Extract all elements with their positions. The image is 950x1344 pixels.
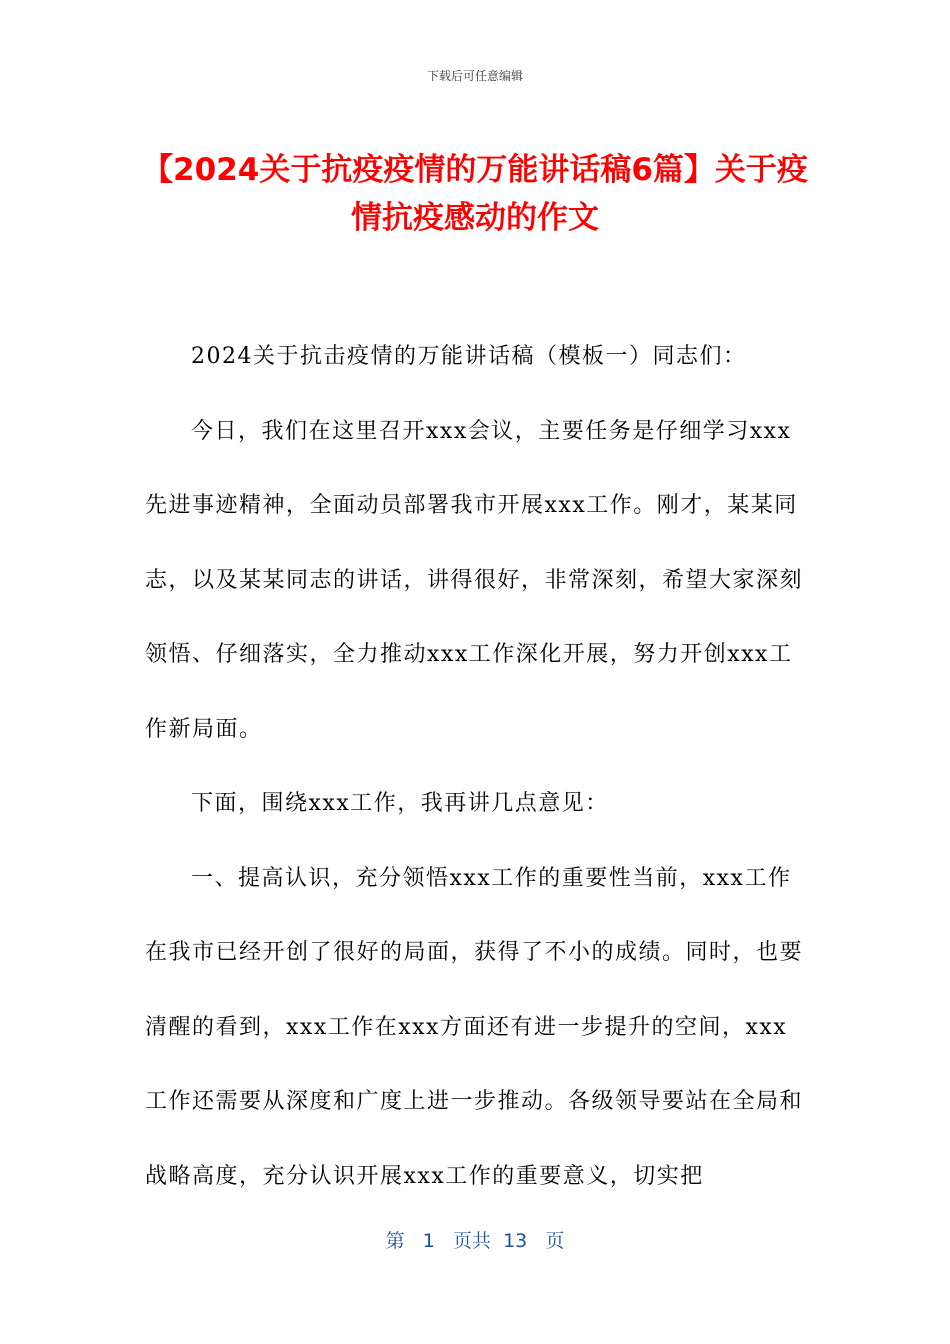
paragraph-4: 一、提高认识，充分领悟xxx工作的重要性当前，xxx工作在我市已经开创了很好的局面，获得了不小的成绩。同时，也要清醒的看到，xxx工作在xxx方面还有进一步提升的空间，xxx工作还需要从深度和广度上进一步推动。各级领导要站在全局和战略高度，充分认识开展xxx工作的重要意义，切实把 <box>145 865 804 1189</box>
footer-suffix: 页 <box>545 1230 565 1252</box>
footer-middle: 页共 <box>452 1230 491 1252</box>
footer-total-pages: 13 <box>503 1230 528 1252</box>
header-note: 下载后可任意编辑 <box>426 69 523 83</box>
page-footer <box>0 1226 950 1253</box>
paragraph-2: 今日，我们在这里召开xxx会议，主要任务是仔细学习xxx先进事迹精神，全面动员部署我市开展xxx工作。刚才，某某同志，以及某某同志的讲话，讲得很好，非常深刻，希望大家深刻领悟、仔细落实，全力推动xxx工作深化开展，努力开创xxx工作新局面。 <box>145 418 804 742</box>
paragraph-1: 2024关于抗击疫情的万能讲话稿（模板一）同志们： <box>191 344 747 369</box>
footer-current-page: 1 <box>422 1230 435 1252</box>
paragraph-3: 下面，围绕xxx工作，我再讲几点意见： <box>191 791 609 816</box>
document-body <box>145 320 810 1214</box>
document-title: 【2024关于抗疫疫情的万能讲话稿6篇】关于疫情抗疫感动的作文 <box>142 152 808 236</box>
footer-prefix: 第 <box>385 1230 405 1252</box>
